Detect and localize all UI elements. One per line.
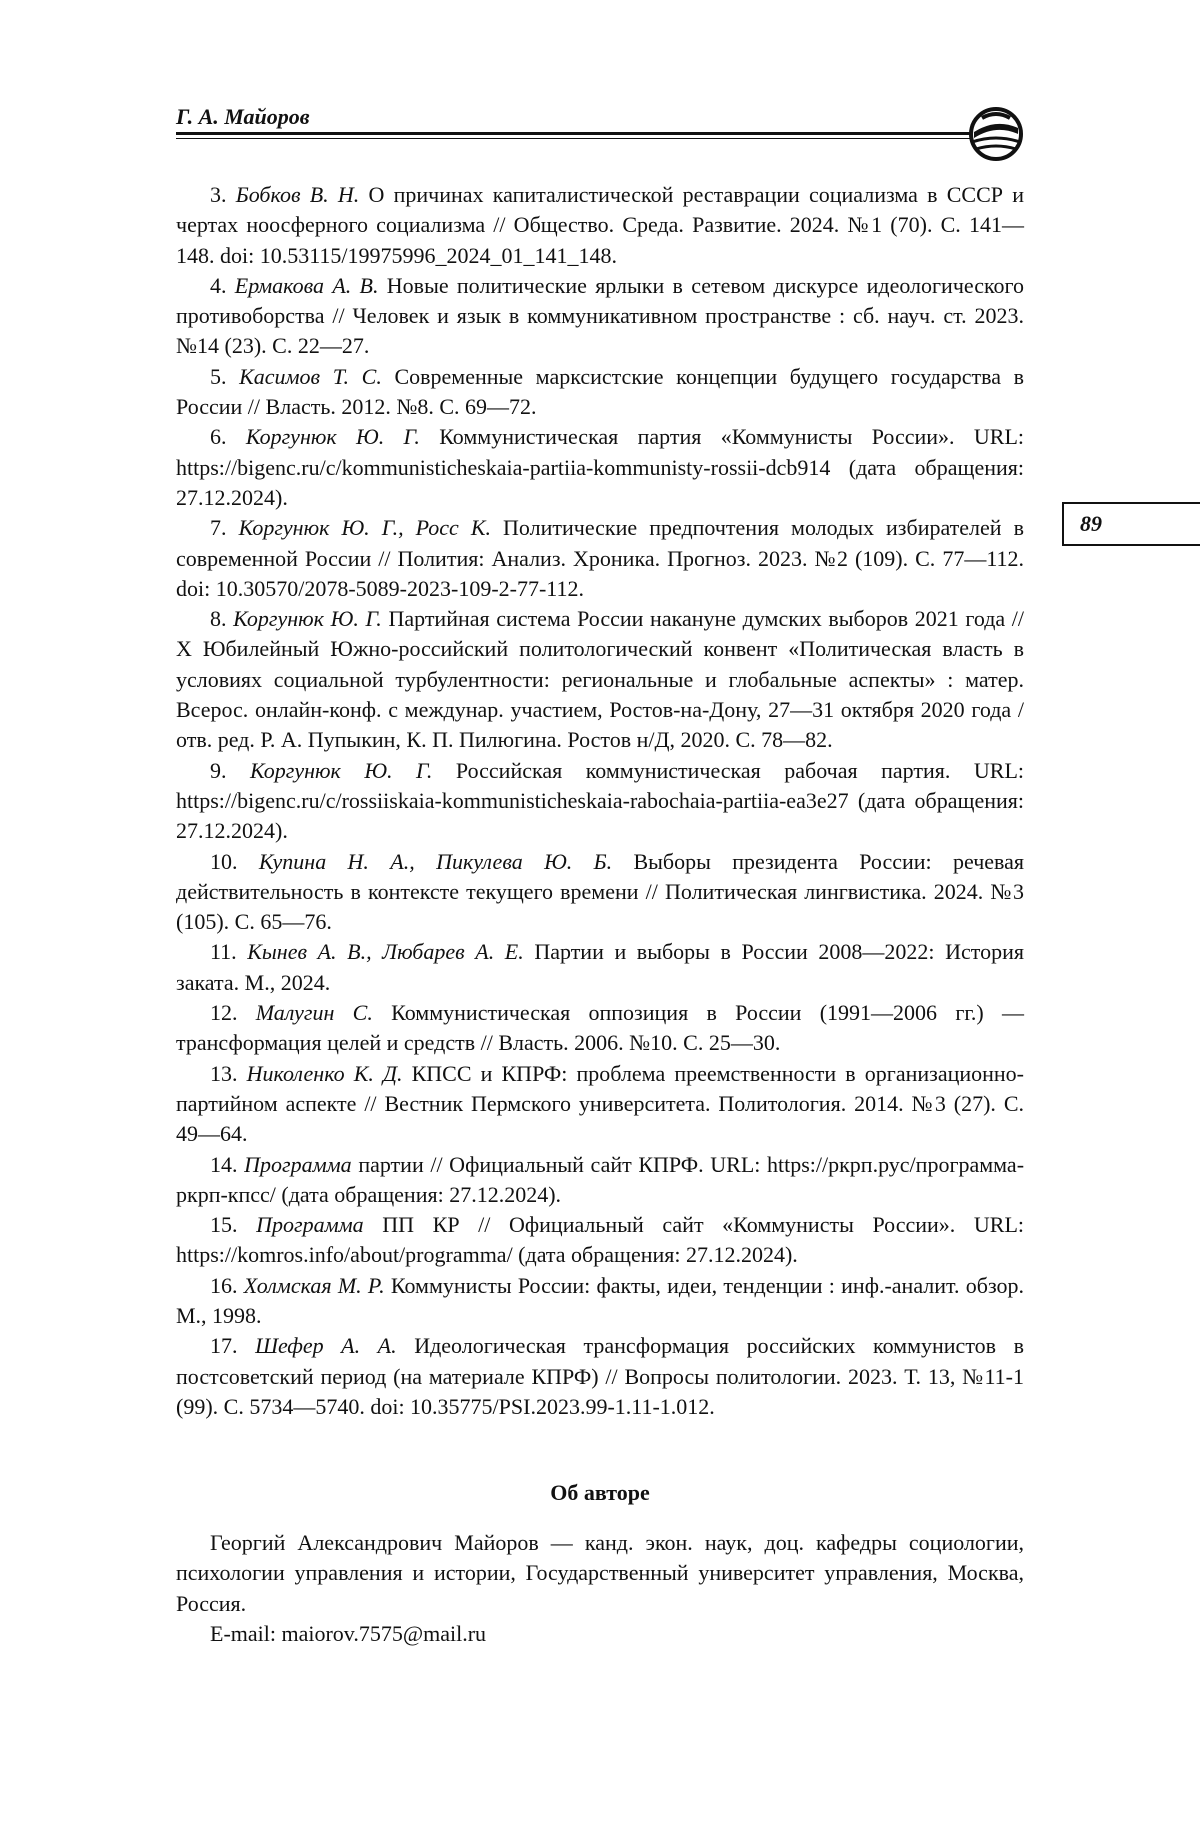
reference-item: 16. Холмская М. Р. Коммунисты России: факты, идеи, тенденции : инф.-аналит. обзор. М., 1998. (176, 1272, 1024, 1328)
header-rule-thick (176, 132, 976, 135)
page-number: 89 (1062, 502, 1200, 546)
reference-item: 17. Шефер А. А. Идеологическая трансформация российских коммунистов в постсоветский период (на материале КПРФ) // Вопросы политологии. 2023. Т. 13, №11-1 (99). С. 5734—5740. doi: 10.35775/PSI.2023.99-1.11-1.012. (176, 1333, 1024, 1419)
author-bio: Георгий Александрович Майоров — канд. экон. наук, доц. кафедры социологии, психологии управления и истории, Государственный университет управления, Москва, Россия. (176, 1530, 1024, 1616)
reference-item: 11. Кынев А. В., Любарев А. Е. Партии и выборы в России 2008—2022: История заката. М., 2024. (176, 939, 1024, 995)
reference-item: 5. Касимов Т. С. Современные марксистские концепции будущего государства в России // Власть. 2012. №8. С. 69—72. (176, 363, 1025, 420)
reference-item: 8. Коргунюк Ю. Г. Партийная система России накануне думских выборов 2021 года // X Юбилейный Южно-российский политологический конвент «Политическая власть в условиях социальной турбулентности: региональные и глобальные аспекты» : матер. Всерос. онлайн-конф. с междунар. участием, Ростов-на-Дону, 27—31 октября 2020 года / отв. ред. Р. А. Пупыкин, К. П. Пилюгина. Ростов н/Д, 2020. С. 78—82. (176, 606, 1025, 753)
reference-item: 15. Программа ПП КР // Официальный сайт «Коммунисты России». URL: https://komros.info/about/programma/ (дата обращения: 27.12.2024). (176, 1212, 1024, 1268)
header-rule-thin (176, 138, 976, 139)
reference-item: 7. Коргунюк Ю. Г., Росс К. Политические предпочтения молодых избирателей в современной России // Полития: Анализ. Хроника. Прогноз. 2023. №2 (109). С. 77—112. doi: 10.30570/2078-5089-2023-109-2-77-112. (176, 515, 1024, 601)
reference-item: 3. Бобков В. Н. О причинах капиталистической реставрации социализма в СССР и чертах ноосферного социализма // Общество. Среда. Развитие. 2024. №1 (70). С. 141—148. doi: 10.53115/19975996_2024_01_141_148. (176, 182, 1025, 268)
reference-item: 10. Купина Н. А., Пикулева Ю. Б. Выборы президента России: речевая действительность в контексте текущего времени // Политическая лингвистика. 2024. №3 (105). С. 65—76. (176, 848, 1025, 935)
reference-item: 4. Ермакова А. В. Новые политические ярлыки в сетевом дискурсе идеологического противоборства // Человек и язык в коммуникативном пространстве : сб. науч. ст. 2023. №14 (23). С. 22—27. (176, 272, 1025, 359)
reference-item: 12. Малугин С. Коммунистическая оппозиция в России (1991—2006 гг.) — трансформация целей и средств // Власть. 2006. №10. С. 25—30. (176, 1000, 1025, 1056)
reference-item: 13. Николенко К. Д. КПСС и КПРФ: проблема преемственности в организационно-партийном аспекте // Вестник Пермского университета. Политология. 2014. №3 (27). С. 49—64. (176, 1060, 1025, 1147)
author-email: E-mail: maiorov.7575@mail.ru (210, 1620, 487, 1646)
running-header-author: Г. А. Майоров (176, 104, 310, 129)
reference-item: 9. Коргунюк Ю. Г. Российская коммунистическая рабочая партия. URL: https://bigenc.ru/c/rossiiskaia-kommunisticheskaia-rabochaia-partiia-ea3e27 (дата обращения: 27.12.2024). (176, 757, 1024, 844)
wave-globe-icon (966, 104, 1026, 164)
reference-item: 14. Программа партии // Официальный сайт КПРФ. URL: https://ркрп.рус/программа-ркрп-кпсс/ (дата обращения: 27.12.2024). (176, 1151, 1025, 1207)
about-author-heading: Об авторе (550, 1480, 650, 1505)
reference-list (176, 180, 1024, 1422)
about-author-section (176, 1528, 1024, 1649)
reference-item: 6. Коргунюк Ю. Г. Коммунистическая партия «Коммунисты России». URL: https://bigenc.ru/c/kommunisticheskaia-partiia-kommunisty-rossii-dcb914 (дата обращения: 27.12.2024). (176, 424, 1024, 510)
